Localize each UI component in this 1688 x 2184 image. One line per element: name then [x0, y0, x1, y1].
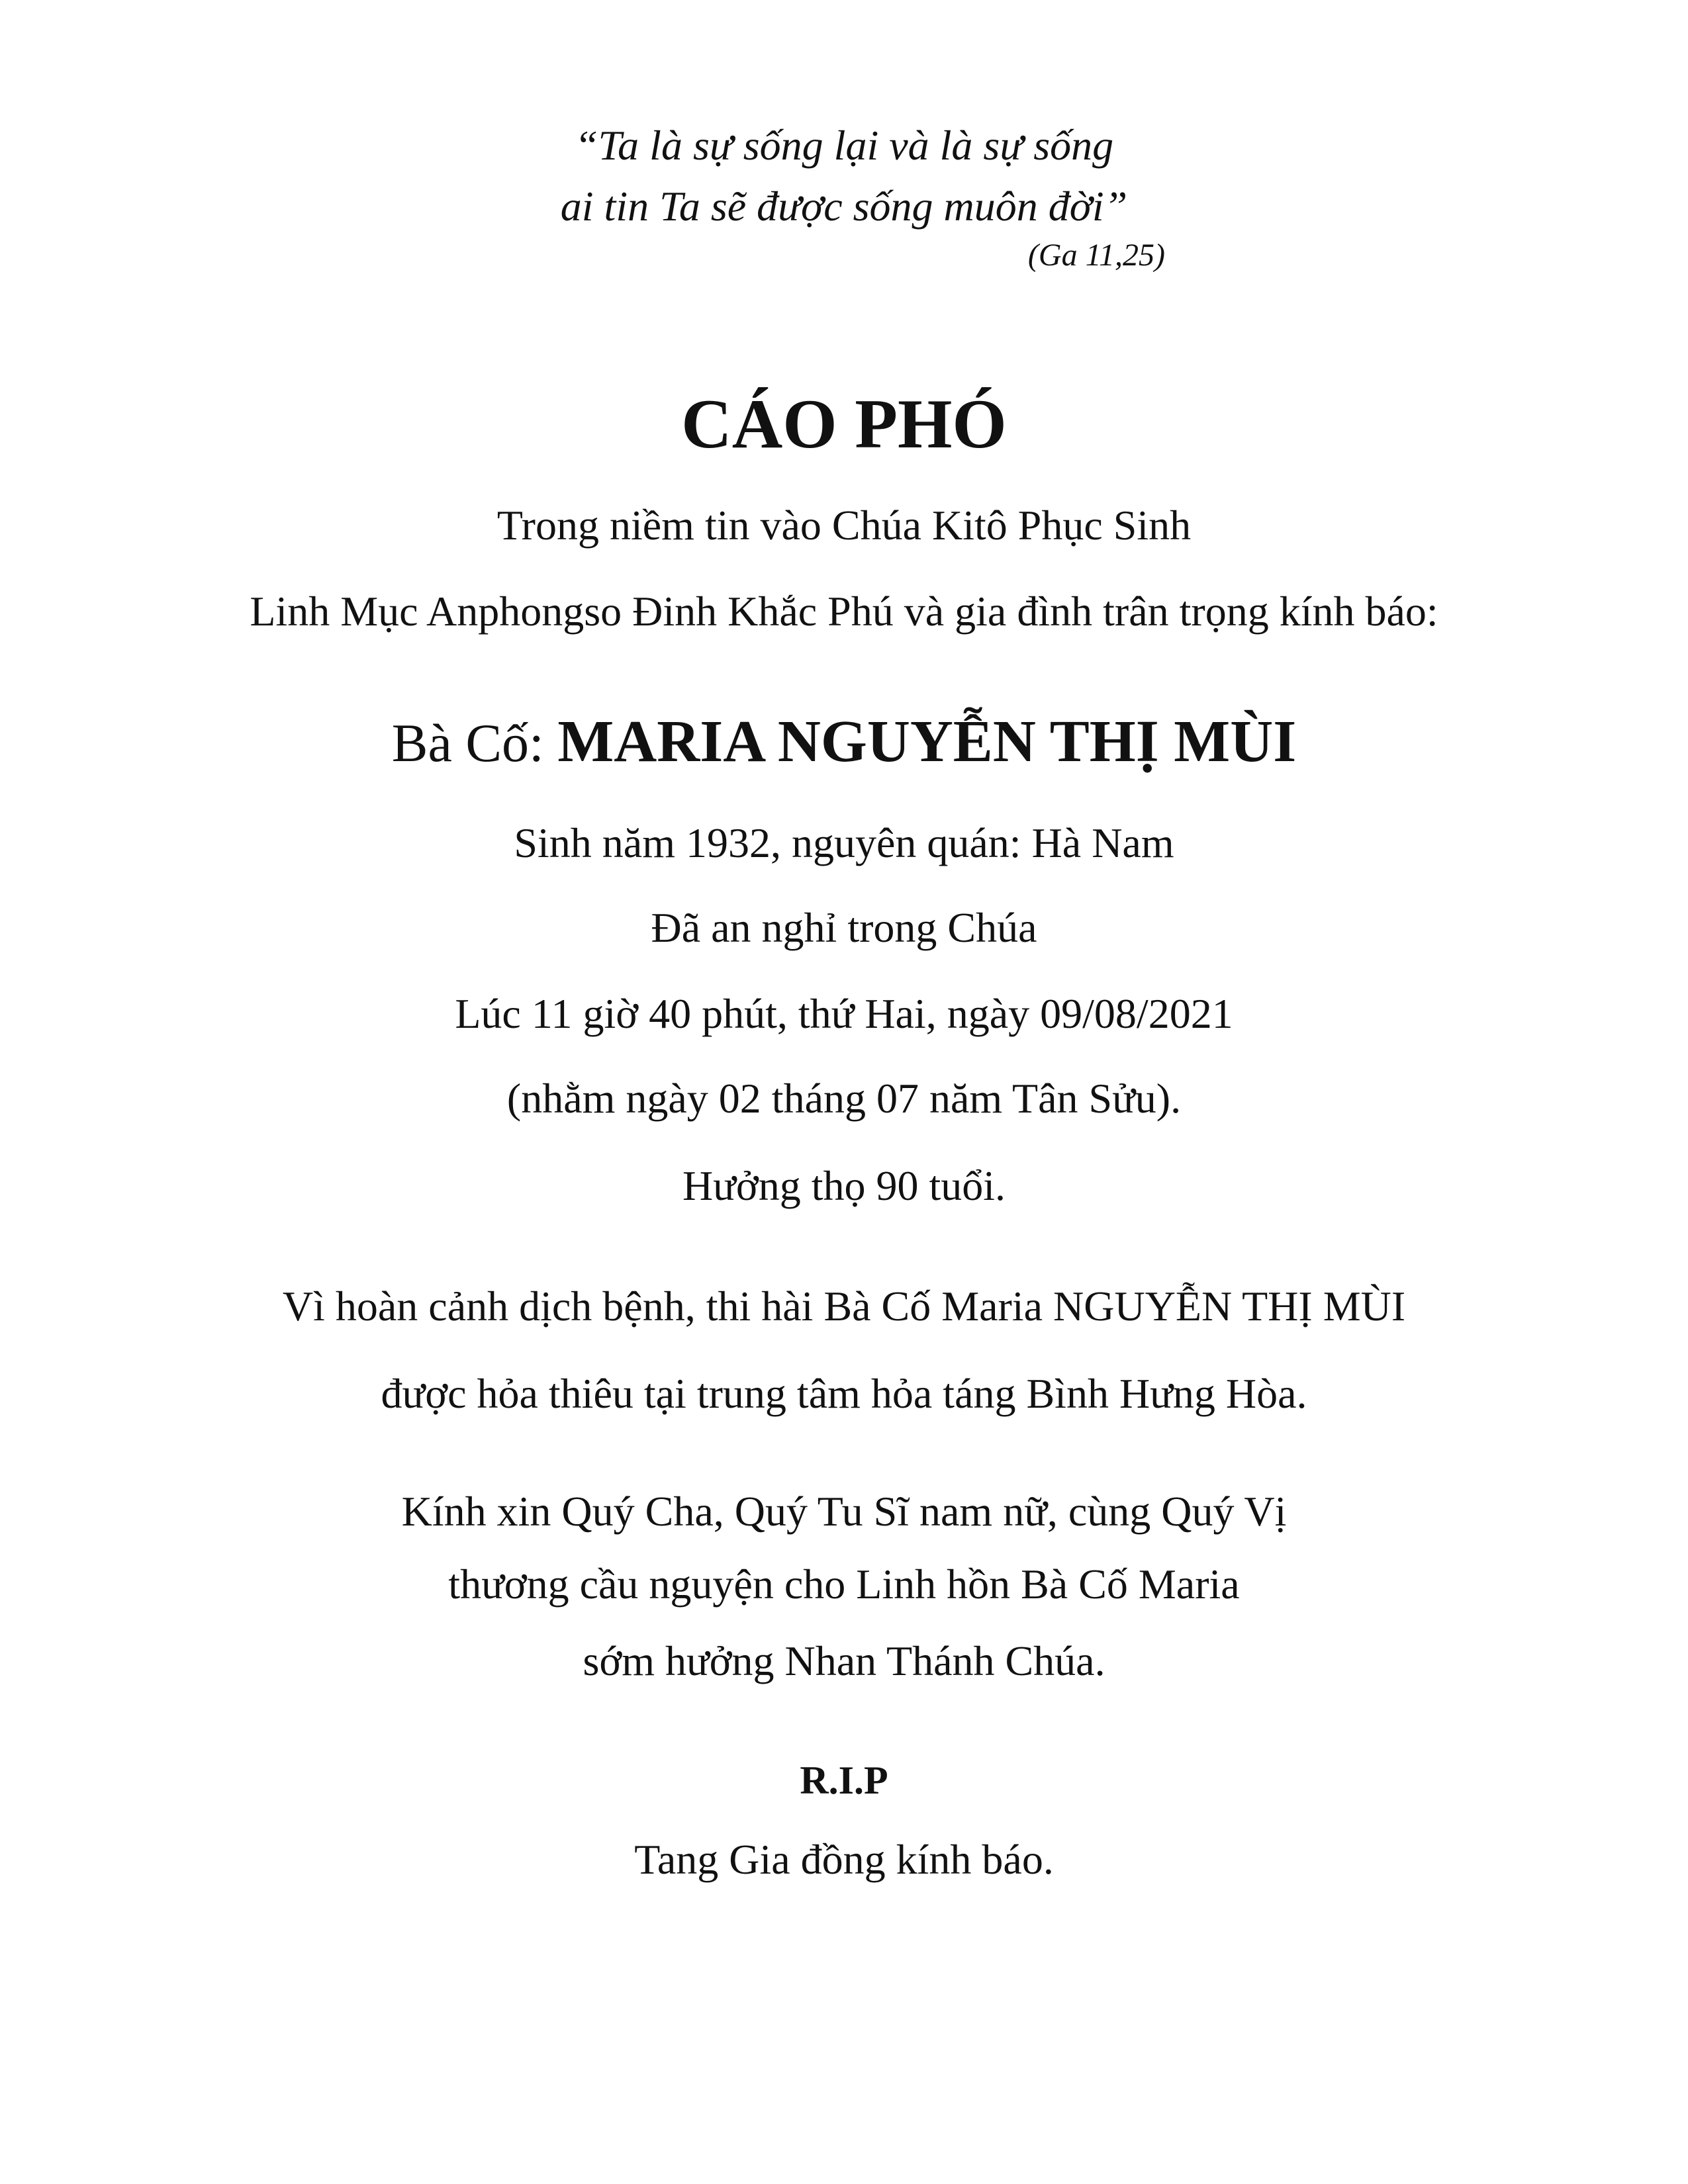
- birth-line: Sinh năm 1932, nguyên quán: Hà Nam: [514, 819, 1174, 866]
- rip-label: R.I.P: [800, 1758, 888, 1802]
- deceased-name-line: [0, 709, 1688, 774]
- closing-line: Tang Gia đồng kính báo.: [634, 1836, 1054, 1883]
- time-line: Lúc 11 giờ 40 phút, thứ Hai, ngày 09/08/2021: [455, 990, 1233, 1037]
- page-title: CÁO PHÓ: [681, 385, 1007, 463]
- epigraph-line-2: ai tin Ta sẽ được sống muôn đời”: [560, 183, 1128, 230]
- epigraph-citation: (Ga 11,25): [1027, 238, 1165, 273]
- deceased-name: MARIA NGUYỄN THỊ MÙI: [557, 709, 1297, 774]
- prayer-line-2: thương cầu nguyện cho Linh hồn Bà Cố Maria: [448, 1561, 1240, 1608]
- prayer-line-1: Kính xin Quý Cha, Quý Tu Sĩ nam nữ, cùng Quý Vị: [401, 1488, 1287, 1535]
- intro-line-1: Trong niềm tin vào Chúa Kitô Phục Sinh: [496, 502, 1192, 549]
- cremation-line-2: được hỏa thiêu tại trung tâm hỏa táng Bình Hưng Hòa.: [381, 1370, 1307, 1417]
- deceased-prefix: Bà Cố:: [391, 713, 558, 773]
- epigraph-line-1: “Ta là sự sống lại và là sự sống: [574, 122, 1114, 169]
- prayer-line-3: sớm hưởng Nhan Thánh Chúa.: [583, 1637, 1105, 1684]
- cremation-line-1: Vì hoàn cảnh dịch bệnh, thi hài Bà Cố Maria NGUYỄN THỊ MÙI: [282, 1283, 1406, 1330]
- age-line: Hưởng thọ 90 tuổi.: [682, 1162, 1006, 1209]
- rest-line: Đã an nghỉ trong Chúa: [651, 904, 1037, 951]
- intro-line-2: Linh Mục Anphongso Đinh Khắc Phú và gia đình trân trọng kính báo:: [250, 588, 1438, 635]
- lunar-date-line: (nhằm ngày 02 tháng 07 năm Tân Sửu).: [506, 1075, 1182, 1122]
